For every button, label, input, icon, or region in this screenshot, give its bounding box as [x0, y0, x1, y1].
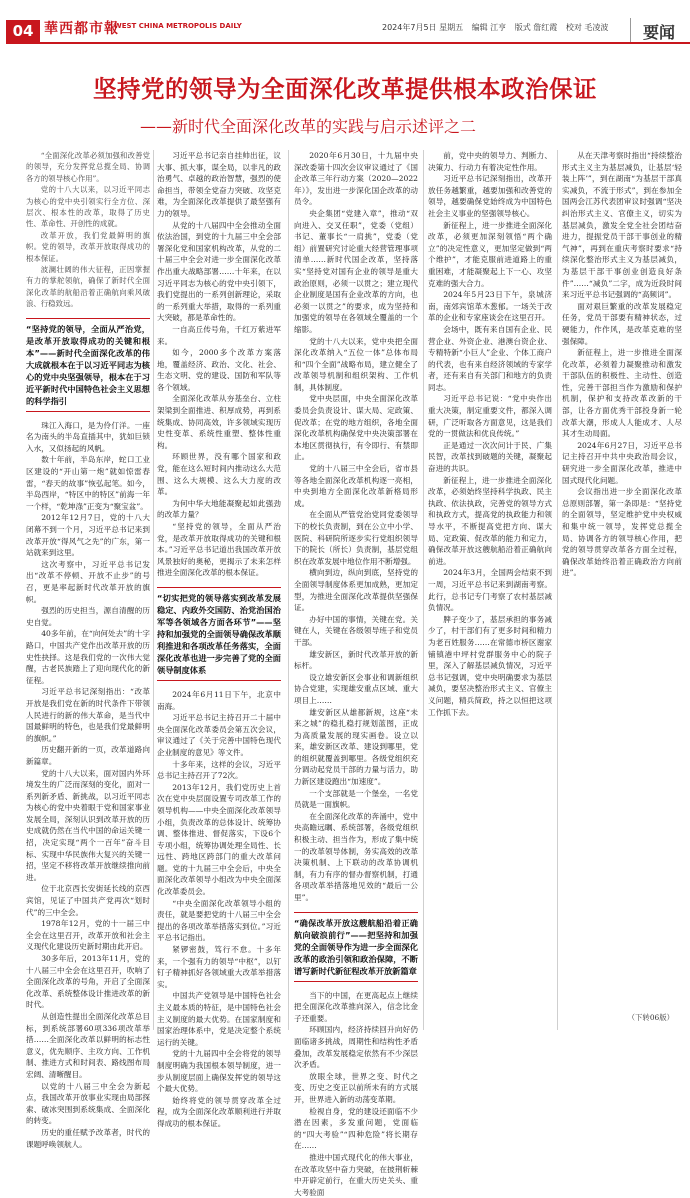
subheadline: ——新时代全面深化改革的实践与启示述评之二	[140, 117, 477, 136]
paragraph: 习近平总书记说：“党中央作出重大决策，制定重要文件，都深入调研，广泛听取各方面意见，这是我们党的一贯做法和优良传统。”	[428, 394, 552, 439]
pull-quote-3: “确保改革开放这艘航船沿着正确航向破浪前行”——把坚持和加强党的全面领导作为进一步全面深化改革的政治引领和政治保障，不断谱写新时代新征程改革开放新篇章	[294, 912, 418, 982]
masthead-rule	[6, 42, 690, 44]
paragraph: 2024年5月23日下午，泉城济南，南郊宾馆革木葱郁。一场关于改革的企业和专家座谈会在这里召开。	[428, 290, 552, 323]
paragraph: 正是通过一次次问计于民、广集民智，改革找到破题的关键，凝聚起奋进的共识。	[428, 440, 552, 474]
column-divider	[423, 150, 424, 1030]
paragraph: 历史翻开新的一页，改革道路向新篇章。	[26, 745, 150, 766]
paragraph: 检视自身，党的建设还面临不少潜在因素，多发重问题，党面临的“四大考验”“四种危险”将长期存在……	[294, 1106, 418, 1151]
issue-date: 2024年7月5日 星期五	[382, 23, 464, 32]
article-column-5	[562, 150, 682, 1030]
paragraph: 位于北京西长安街延长线的京西宾馆，见证了中国共产党再次“划时代”的三中全会。	[26, 884, 150, 917]
article-column-1	[26, 150, 150, 1149]
paragraph: 珠江入海口，是为伶仃洋。一座名为南头的半岛直插其中，犹如巨锁入水，又似扬起的风帆。	[26, 420, 150, 453]
paragraph: 紧锣密鼓，笃行不怠。十多年来，一个强有力的领导“中枢”，以钉钉子精神抓好各领域重大改革举措落实。	[157, 945, 281, 989]
paragraph: 新征程上，进一步推进全面深化改革，必须更加深刻领悟“两个确立”的决定性意义，更加坚定做到“两个维护”，才能克服前进道路上的重重困难，才能凝聚起上下一心、攻坚克难的强大合力。	[428, 220, 552, 288]
paragraph: 央企集团“党建入章”，推动“双向进入、交叉任职”，党委（党组）书记、董事长“一肩挑”，党委（党组）前置研究讨论重大经营管理事项清单……新时代国企改革，坚持落实“坚持党对国有企业的领导是重大政治原则，必须一以贯之；建立现代企业制度是国有企业改革的方向，也必须一以贯之”的要求，成为坚持和加强党的领导在各领域全覆盖的一个缩影。	[294, 208, 418, 334]
intro-paragraph: 波澜壮阔的伟大征程，正因掌握有力的掌舵领航，确保了新时代全面深化改革的航船沿着正确航向乘风破浪、行稳致远。	[26, 265, 150, 309]
column-divider	[153, 150, 154, 1030]
paragraph: 从创造性提出全面深化改革总目标，到系统部署60项336项改革举措……全面深化改革以鲜明的标志性意义，优先顺序、主攻方向、工作机制、推进方式和时间表、路线图布局宏阔、清晰醒目。	[26, 1011, 150, 1079]
continued-note: （下转06版）	[627, 1013, 674, 1023]
paragraph: 始终将党的领导贯穿改革全过程，成为全面深化改革顺利进行并取得成功的根本保证。	[157, 1095, 281, 1128]
editor: 编辑 江亨	[471, 23, 507, 32]
paragraph: 中国共产党领导是中国特色社会主义最本质的特征，是中国特色社会主义制度的最大优势。在国家制度和国家治理体系中，党是决定整个系统运行的关键。	[157, 991, 281, 1047]
paragraph: 办好中国的事情，关键在党。关键在人，关键在各级领导班子和党员干部。	[294, 614, 418, 647]
paragraph: 为何中华大地能凝聚起如此强劲的改革力量？	[157, 498, 281, 520]
paragraph: 推进中国式现代化的伟大事业，在改革攻坚中奋力突破，在披荆斩棘中开辟定前行，在重大历史关头、重大考验面	[294, 1152, 418, 1197]
paragraph: 2020年6月30日，十九届中央深改委第十四次会议审议通过了《国企改革三年行动方案（2020—2022年）》，发出进一步深化国企改革的动员令。	[294, 151, 418, 207]
paragraph: 30多年后，2013年11月，党的十八届三中全会在这里召开，吹响了全面深化改革的号角，开启了全面深化改革、系统整体设计推进改革的新时代。	[26, 954, 150, 1010]
paragraph: 前，党中央的领导力、判断力、决策力、行动力有着决定性作用。	[428, 151, 552, 172]
pull-quote-2: “切实把党的领导落实到改革发展稳定、内政外交国防、治党治国治军等各领域各方面各环节”——坚持和加强党的全面领导确保改革顺利推进和各项改革任务落实，全面深化改革也进一步完善了党的全面领导制度体系	[157, 587, 281, 681]
paragraph: 习近平总书记深刻指出：“改革开放是我们党在新的时代条件下带领人民进行的新的伟大革命，是当代中国最鲜明的特色，也是我们党最鲜明的旗帜。”	[26, 687, 150, 743]
column-divider	[288, 150, 289, 1030]
paragraph: 2012年12月7日，党的十八大闭幕不到一个月，习近平总书记来到改革开放“得风气之先”的广东，第一站就来到这里。	[26, 513, 150, 558]
article-column-2	[157, 150, 281, 1128]
paragraph: 党的十八大以来，党中央把全面深化改革纳入“五位一体”总体布局和“四个全面”战略布局，建立健全了改革领导机制和组织架构、工作机制，具体制度。	[294, 336, 418, 392]
section-label	[630, 18, 690, 42]
paragraph: “中央全面深化改革领导小组的责任，就是要把党的十八届三中全会提出的各项改革举措落实到位。”习近平总书记指出。	[157, 898, 281, 943]
paragraph: “坚持党的领导，全面从严治党，是改革开放取得成功的关键和根本。”习近平总书记道出我国改革开放风景独好的奥秘，更揭示了未来怎样推进全面深化改革的根本保证。	[157, 522, 281, 578]
paragraph: 历史的重任赋予改革者，时代的课题呼唤领航人。	[26, 1127, 150, 1149]
column-divider	[557, 150, 558, 1030]
intro-paragraph: “全面深化改革必须加强和改善党的领导，充分发挥党总揽全局、协调各方的领导核心作用”。	[26, 151, 150, 183]
paragraph: 2024年6月11日下午，北京中南海。	[157, 689, 281, 711]
paragraph: 党的十九届四中全会将党的领导制度明确为我国根本领导制度，进一步从制度层面上确保发挥党的领导这个最大优势。	[157, 1049, 281, 1094]
paragraph: 在全面深化改革的奔涌中，党中央高瞻远瞩、系统部署，各级党组织积极主动、担当作为，形成了集中统一的改革领导体制，务实高效的改革决策机制、上下联动的改革协调机制，有力有序的督办督察机制，打通各项改革举措落地见效的“最后一公里”。	[294, 811, 418, 902]
paragraph: 环顾世界，没有哪个国家和政党，能在这么短时间内推动这么大范围、这么大规模、这么大力度的改革。	[157, 452, 281, 497]
paragraph: 雄安新区，新时代改革开放的新标杆。	[294, 649, 418, 671]
paragraph: 如今，2000多个改革方案落地，覆盖经济、政治、文化、社会、生态文明、党的建设、国防和军队等各个领域。	[157, 348, 281, 392]
paragraph: 全面深化改革从夯基垒台、立柱架梁到全面推进、积厚成势，再到系统集成、协同高效，许多领域实现历史性变革、系统性重塑、整体性重构。	[157, 394, 281, 450]
proofreader: 校对 毛凌波	[565, 23, 609, 32]
paragraph: 雄安新区从雄都新规，这座“未来之城”的稳扎稳打规划蓝图，正成为高质量发展的现实画卷。设立以来，雄安新区改革、建设到哪里，党的组织就覆盖到哪里。各级党组织充分调动起党员干部的力量与活力，助力新区建设跑出“加速度”。	[294, 707, 418, 787]
paragraph: 40多年前，在“向何处去”的十字路口，中国共产党作出改革开放的历史性抉择。这是我们党的一次伟大觉醒，古老民族踏上了迎向现代化的新征程。	[26, 629, 150, 685]
headline: 坚持党的领导为全面深化改革提供根本政治保证	[93, 75, 597, 103]
paragraph: 数十年前，半岛东岸，蛇口工业区建设的“开山第一炮”就如惊雷春雷，“春天的故事”恢弘起笔。如今，半岛西岸，“特区中的特区”前海一年一个样，“乾坤涤”正变为“聚宝盆”。	[26, 455, 150, 511]
page-number: 04	[6, 20, 40, 42]
pull-quote-1: “坚持党的领导，全面从严治党，是改革开放取得成功的关键和根本”——新时代全面深化改革的伟大成就根本在于以习近平同志为核心的党中央坚强领导，根本在于习近平新时代中国特色社会主义思想的科学指引	[26, 318, 150, 412]
issue-info	[382, 22, 614, 33]
paragraph: 从在天津考察时指出“持续整治形式主义主为基层减负，让基层‘轻装上阵’”，到在湖南“为基层干部真实减负，不流于形式”，到在参加全国两会江苏代表团审议时强调“坚决纠治形式主义、官僚主义，切实为基层减负，激发全党全社会团结奋进力，提振党员干部干事创业的精气神”，再到在重庆考察时要求“持续深化整治形式主义为基层减负，为基层干部干事创业创造良好条件”……“减负”二字，成为近段时间来习近平总书记强调的“高频词”。	[562, 151, 682, 300]
paragraph: 以党的十八届三中全会为新起点，我国改革开放事业实现由局部探索、破冰突围到系统集成、全面深化的转变。	[26, 1081, 150, 1126]
paragraph: 放眼全球，世界之变、时代之变、历史之变正以前所未有的方式展开，世界进入新的动荡变革期。	[294, 1071, 418, 1104]
intro-paragraph: 党的十八大以来，以习近平同志为核心的党中央引领实行全方位、深层次、根本性的改革，取得了历史性、革命性、开创性的成就。	[26, 185, 150, 229]
paragraph: 新征程上，进一步推进全面深化改革，必须始终坚持科学执政、民主执政、依法执政，完善党的领导方式和执政方式，提高党的执政能力和领导水平，不断提高党把方向、谋大局、定政策、促改革的能力和定力，确保改革开放这艘航船沿着正确航向前进。	[428, 475, 552, 566]
paragraph: 习近平总书记深刻指出，改革开放任务越繁重，越要加强和改善党的领导，越要确保党始终成为中国特色社会主义事业的坚强领导核心。	[428, 174, 552, 218]
paragraph: 这次考察中，习近平总书记发出“改革不停顿、开放不止步”的号召，更是率起新时代改革开放的旗帜。	[26, 559, 150, 604]
paper-name: 華西都市報	[44, 21, 119, 37]
paragraph: 在全面从严管党治党同党委领导下的校长负责制，到在公立中小学、医院、科研院所逐步实行党组织领导下的院长（所长）负责制，基层党组织在改革发展中地位作用不断增强。	[294, 510, 418, 566]
paragraph: 脾子变少了，基层承担的事务减少了，村干部们有了更多时间和精力为老百姓服务……在常德市桥区谢家铺镇港中坪村党群服务中心的院子里，深入了解基层减负情况，习近平总书记强调，党中央明确要求为基层减负，要坚决整治形式主义、官僚主义问题，精兵简政，持之以恒把这项工作抓下去。	[428, 614, 552, 717]
paragraph: 十多年来，这样的会议，习近平总书记主持召开了72次。	[157, 759, 281, 781]
article-column-3	[294, 150, 418, 1197]
paragraph: 环顾国内，经济持续回升向好仍面临诸多挑战，周期性和结构性矛盾叠加，改革发展稳定依然有不少深层次矛盾。	[294, 1025, 418, 1070]
article-intro	[26, 150, 150, 310]
col1-body	[26, 420, 150, 1150]
paragraph: 强烈的历史担当，源自清醒的历史自觉。	[26, 606, 150, 627]
section-name: 要闻	[643, 23, 676, 42]
paper-name-en: WEST CHINA METROPOLIS DAILY	[114, 22, 242, 30]
designer: 版式 詹红霞	[514, 23, 558, 32]
intro-paragraph: 改革开放，我们党最鲜明的旗帜。党的领导，改革开放取得成功的根本保证。	[26, 230, 150, 263]
paragraph: 2024年3月，全国两会结束不到一周，习近平总书记来到湖南考察。此行，总书记专门考察了农村基层减负情况。	[428, 568, 552, 613]
paragraph: 一自高丘传号角，千红万紫进军来。	[157, 324, 281, 346]
paragraph: 2024年6月27日，习近平总书记主持召开中共中央政治局会议，研究进一步全面深化改革，推进中国式现代化问题。	[562, 440, 682, 485]
paragraph: 习近平总书记亲自挂帅出征，议大事、抓大事，谋全局，以非凡的政治勇气、卓越的政治智慧，强烈的使命担当，带领全党奋力突破、攻坚克难，为全面深化改革提供了最坚强有力的领导。	[157, 151, 281, 218]
article-column-4	[428, 150, 552, 1030]
paragraph: 面对艰巨繁重的改革发展稳定任务，党员干部要有精神状态，过硬能力，作作风，是改革克难的坚强保障。	[562, 301, 682, 346]
paragraph: 会议指出进一步全面深化改革总原则部署，第一条即是：“坚持党的全面领导，坚定维护党中央权威和集中统一领导，发挥党总揽全局、协调各方的领导核心作用，把党的领导贯穿改革各方面全过程，确保改革始终沿着正确政治方向前进”。	[562, 487, 682, 578]
paragraph: 一个支部就是一个堡垒，一名党员就是一面旗帜。	[294, 788, 418, 810]
paragraph: 党的十八届三中全会后，省市县等各地全面深化改革机构逐一亮相，中央到地方全面深化改革新格局形成。	[294, 464, 418, 508]
paragraph: 党中央层面，中央全面深化改革委员会负责设计、谋大局、定政策、促改革；在党的地方组织，各地全面深化改革机构确保党中央决策部署在本地区贯彻执行，有令即行、有禁即止。	[294, 394, 418, 462]
paragraph: 习近平总书记主持召开二十届中央全面深化改革委员会第五次会议，审议通过了《关于完善中国特色现代企业制度的意见》等文件。	[157, 713, 281, 757]
paragraph: 2013年12月，我们党历史上首次在党中央层面设置专司改革工作的领导机构——中央全面深化改革领导小组，负责改革的总体设计、统筹协调、整体推进、督促落实，下设6个专项小组，统筹协调处理全局性、长远性、跨地区跨部门的重大改革问题。党的十九届三中全会后，中央全面深化改革领导小组改为中央全面深化改革委员会。	[157, 782, 281, 897]
paragraph: 从党的十八届四中全会推动全面依法治国，到党的十九届三中全会部署深化党和国家机构改革，从党的二十届三中全会对进一步全面深化改革作出重大战略部署……十年来，在以习近平同志为核心的党中央引领下，我们党提出的一系列创新理论，采取的一系列重大举措，取得的一系列重大突破，都是革命性的。	[157, 220, 281, 323]
masthead	[0, 0, 690, 42]
paragraph: 1978年12月，党的十一届三中全会在这里召开，改革开放和社会主义现代化建设历史新时期由此开启。	[26, 919, 150, 952]
paragraph: 横向到边，纵向到底，坚持党的全面领导制度体系更加成熟，更加定型，为推进全面深化改革提供坚强保证。	[294, 568, 418, 613]
paragraph: 设立雄安新区会事业和调新组织协合党建，实现雄安重点区域、重大项目上……	[294, 672, 418, 705]
paragraph: 新征程上，进一步推进全面深化改革，必须着力凝聚推动和激发干部队伍的积极性、主动性、创造性，完善干部担当作为激励和保护机制，保护和支持改革改新的干部，让各方面优秀干部投身新一轮改革大潮，形成人人能成才、人尽其才生动局面。	[562, 348, 682, 439]
paragraph: 会场中，既有来自国有企业、民营企业、外资企业、港澳台资企业、专精特新“小巨人”企业、个体工商户的代表，也有来自经济领域的专家学者，还有来自有关部门和地方的负责同志。	[428, 324, 552, 392]
paragraph: 当下的中国，在更高起点上继续把全面深化改革推向深入，信念比金子还重要。	[294, 990, 418, 1023]
paragraph: 党的十八大以来，面对国内外环境发生的广泛而深刻的变化，面对一系列新矛盾、新挑战，以习近平同志为核心的党中央着眼于党和国家事业发展全局，深刻认识到改革开放的历史成就仍然在当代中国的命运关键一招，决定实现“两个一百年”奋斗目标、实现中华民族伟大复兴的关键一招，坚定不移将改革开放继续推向前进。	[26, 768, 150, 882]
